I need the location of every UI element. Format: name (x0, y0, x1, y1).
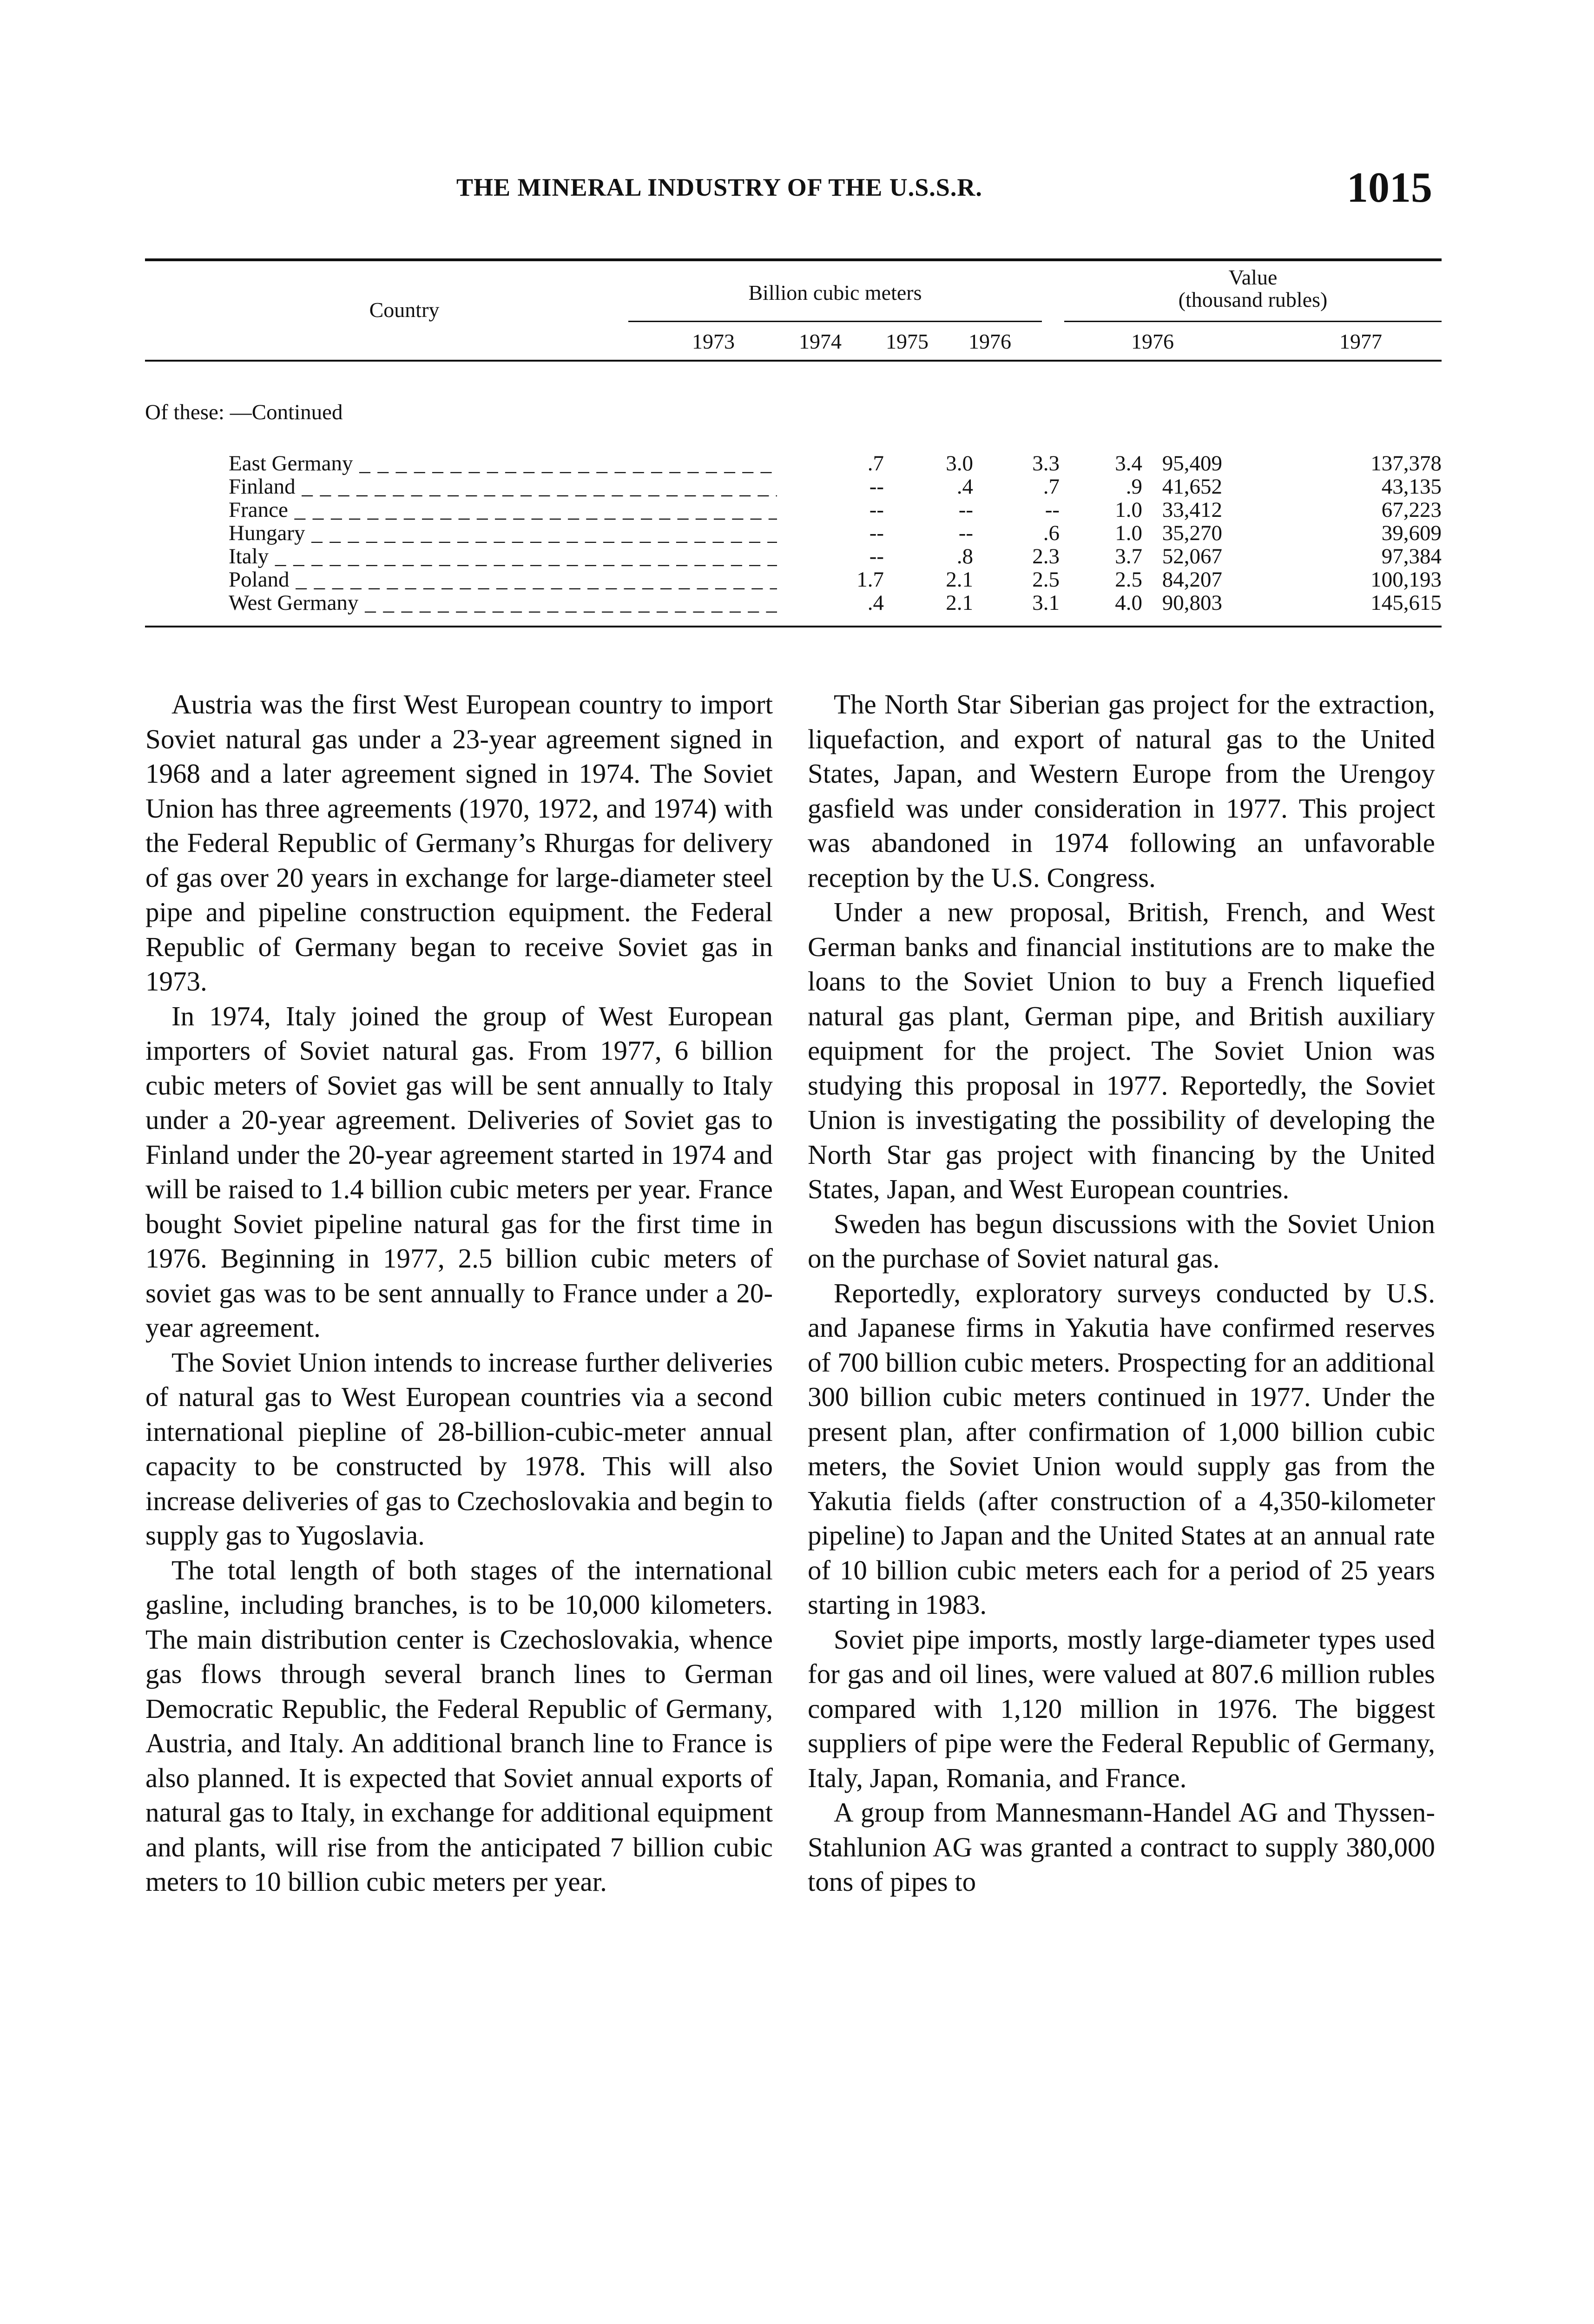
table-cell-1976: 2.5 (1115, 568, 1142, 592)
table-cell-1976: .9 (1126, 475, 1142, 499)
table-cell-value-1977: 100,193 (1370, 568, 1442, 592)
table-bottom-rule (145, 626, 1442, 627)
body-paragraph: Soviet pipe imports, mostly large-diameter types used for gas and oil lines, were valued at 807.6 million rubles compared with 1,120 million in 1976. The biggest suppliers of pipe were the Federal Republic of Germany, Italy, Japan, Romania, and France. (808, 1624, 1435, 1793)
table-cell-1975: 2.3 (1032, 544, 1060, 568)
table-cell-1975: -- (1045, 498, 1060, 522)
table-cell-value-1977: 145,615 (1370, 591, 1442, 615)
table-cell-value-1977: 67,223 (1381, 498, 1442, 522)
table-cell-1976: 4.0 (1115, 591, 1142, 615)
body-paragraph: Austria was the first West European country to import Soviet natural gas under a 23-year agreement signed in 1968 and a later agreement signed in 1974. The Soviet Union has three agreements (1970, 1972, and 1974) with the Federal Republic of Germany’s Rhurgas for delivery of gas over 20 years in exchange for large-diameter steel pipe and pipeline construction equipment. the Federal Republic of Germany began to receive Soviet gas in 1973. (145, 689, 773, 997)
body-paragraph: Reportedly, exploratory surveys conducted by U.S. and Japanese firms in Yakutia have confirmed reserves of 700 billion cubic meters. Prospecting for an additional 300 billion cubic meters continued in 1977. Under the present plan, after confirmation of 1,000 billion cubic meters, the Soviet Union would supply gas from the Yakutia fields (after construction of a 4,350-kilometer pipeline) to Japan and the United States at an annual rate of 10 billion cubic meters each for a period of 25 years starting in 1983. (808, 1277, 1435, 1620)
table-cell-1975: .7 (1043, 475, 1060, 499)
table-cell-country: Hungary _ _ _ (229, 522, 777, 545)
table-cell-value-1976: 95,409 (1162, 451, 1222, 475)
table-cell-value-1977: 39,609 (1381, 521, 1442, 545)
table-cell-country: Finland _ _ _ (229, 475, 777, 498)
table-cell-country: Italy _ _ _ (229, 545, 777, 568)
table-row (145, 452, 1442, 475)
table-cell-1973: .7 (867, 451, 884, 475)
table-section-label: Of these: —Continued (145, 400, 343, 424)
table-row (145, 545, 1442, 568)
table-cell-1973: 1.7 (856, 568, 884, 592)
table-header-year: 1975 (886, 330, 929, 353)
table-cell-country: Poland _ _ _ (229, 568, 777, 591)
table-header-country: Country (369, 298, 440, 322)
table-header-value-line1: Value (1228, 265, 1278, 289)
table-cell-1974: -- (958, 521, 973, 545)
table-header-year: 1973 (692, 330, 735, 353)
table-cell-value-1976: 35,270 (1162, 521, 1222, 545)
table-cell-1974: .4 (956, 475, 973, 499)
table-cell-1975: 3.3 (1032, 451, 1060, 475)
body-column-left (145, 687, 773, 1899)
body-paragraph: Under a new proposal, British, French, and West German banks and financial institutions are to make the loans to the Soviet Union to buy a French liquefied natural gas plant, German pipe, and British auxiliary equipment for the project. The Soviet Union was studying this proposal in 1977. Reportedly, the Soviet Union is investigating the possibility of developing the North Star gas project with financing by the United States, Japan, and West European countries. (808, 897, 1435, 1204)
body-paragraph: The total length of both stages of the international gasline, including branches, is to be 10,000 kilometers. The main distribution center is Czechoslovakia, whence gas flows through several branch lines to German Democratic Republic, the Federal Republic of Germany, Austria, and Italy. An additional branch line to France is also planned. It is expected that Soviet annual exports of natural gas to Italy, in exchange for additional equipment and plants, will rise from the anticipated 7 billion cubic meters to 10 billion cubic meters per year. (145, 1554, 773, 1897)
table-cell-1973: -- (869, 521, 884, 545)
table-cell-value-1977: 43,135 (1381, 475, 1442, 499)
table-header-year: 1977 (1339, 330, 1382, 353)
body-paragraph: The Soviet Union intends to increase further deliveries of natural gas to West European countries via a second international piepline of 28-billion-cubic-meter annual capacity to be constructed by 1978. This will also increase deliveries of gas to Czechoslovakia and begin to supply gas to Yugoslavia. (145, 1347, 773, 1551)
table-header-volume: Billion cubic meters (748, 281, 922, 304)
body-column-right (808, 687, 1435, 1899)
table-cell-country: West Germany _ _ _ (229, 591, 777, 614)
value-header-rule (1064, 321, 1442, 322)
table-header-year: 1974 (799, 330, 842, 353)
table-cell-1976: 3.4 (1115, 451, 1142, 475)
table-top-rule (145, 258, 1442, 261)
table-cell-1975: 3.1 (1032, 591, 1060, 615)
table-cell-value-1976: 41,652 (1162, 475, 1222, 499)
table-header-year: 1976 (1131, 330, 1174, 353)
body-paragraph: Sweden has begun discussions with the Soviet Union on the purchase of Soviet natural gas. (808, 1208, 1435, 1274)
table-cell-country: France _ _ _ (229, 498, 777, 522)
table-cell-1976: 3.7 (1115, 544, 1142, 568)
body-paragraph: The North Star Siberian gas project for the extraction, liquefaction, and export of natural gas to the United States, Japan, and Western Europe from the Urengoy gasfield was under consideration in 1977. This project was abandoned in 1974 following an unfavorable reception by the U.S. Congress. (808, 689, 1435, 893)
table-cell-1973: -- (869, 498, 884, 522)
volume-header-rule (628, 321, 1042, 322)
table-cell-1973: -- (869, 544, 884, 568)
table-cell-1975: 2.5 (1032, 568, 1060, 592)
table-row (145, 568, 1442, 591)
table-header-year: 1976 (968, 330, 1011, 353)
table-row (145, 522, 1442, 545)
running-head-title: THE MINERAL INDUSTRY OF THE U.S.S.R. (456, 173, 982, 201)
body-paragraph: In 1974, Italy joined the group of West European importers of Soviet natural gas. From 1977, 6 billion cubic meters of Soviet gas will be sent annually to Italy under a 20-year agreement. Deliveries of Soviet gas to Finland under the 20-year agreement started in 1974 and will be raised to 1.4 billion cubic meters per year. France bought Soviet pipeline natural gas for the first time in 1976. Beginning in 1977, 2.5 billion cubic meters of soviet gas was to be sent annually to France under a 20-year agreement. (145, 1000, 773, 1343)
page-number: 1015 (1347, 164, 1432, 211)
table-cell-1974: 2.1 (946, 591, 973, 615)
table-cell-value-1976: 52,067 (1162, 544, 1222, 568)
table-cell-1974: -- (958, 498, 973, 522)
table-row (145, 498, 1442, 522)
table-header-value-line2: (thousand rubles) (1178, 288, 1328, 311)
table-row (145, 475, 1442, 498)
table-cell-1973: -- (869, 475, 884, 499)
table-cell-1976: 1.0 (1115, 498, 1142, 522)
table-cell-country: East Germany _ _ _ (229, 452, 777, 475)
table-cell-value-1976: 33,412 (1162, 498, 1222, 522)
table-cell-1976: 1.0 (1115, 521, 1142, 545)
table-cell-1973: .4 (867, 591, 884, 615)
table-cell-1974: 2.1 (946, 568, 973, 592)
table-cell-value-1977: 137,378 (1370, 451, 1442, 475)
table-cell-1974: .8 (956, 544, 973, 568)
table-cell-value-1976: 84,207 (1162, 568, 1222, 592)
table-cell-value-1976: 90,803 (1162, 591, 1222, 615)
table-cell-value-1977: 97,384 (1381, 544, 1442, 568)
table-cell-1974: 3.0 (946, 451, 973, 475)
table-header-bottom-rule (145, 360, 1442, 362)
table-cell-1975: .6 (1043, 521, 1060, 545)
table-row (145, 591, 1442, 614)
body-paragraph: A group from Mannesmann-Handel AG and Thyssen-Stahlunion AG was granted a contract to supply 380,000 tons of pipes to (808, 1797, 1435, 1897)
